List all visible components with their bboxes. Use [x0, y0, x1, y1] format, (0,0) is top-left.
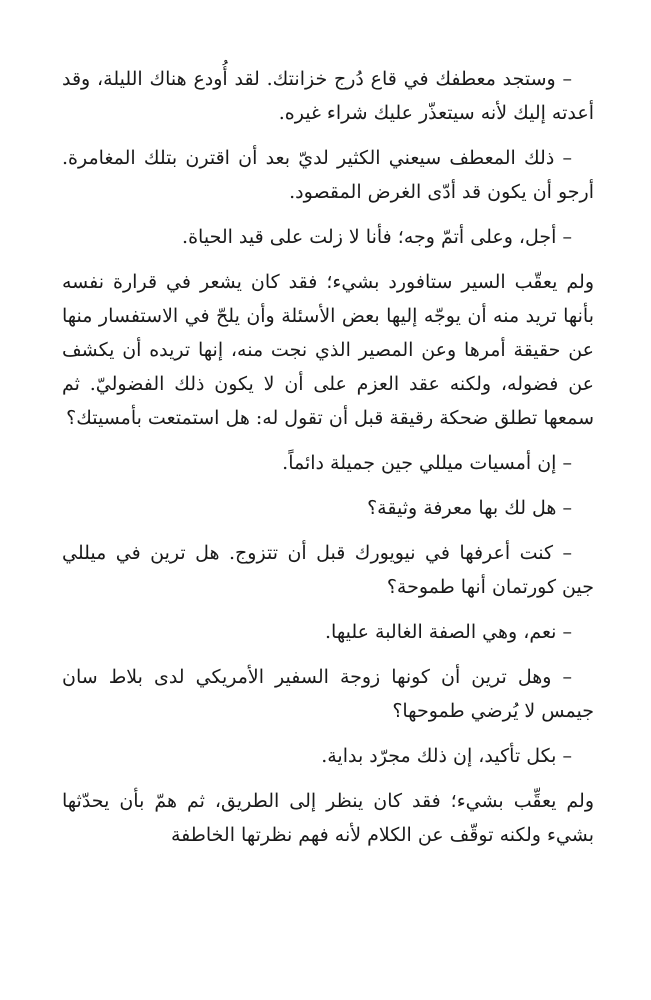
- book-page: [62, 62, 594, 863]
- dialogue-paragraph: – بكل تأكيد، إن ذلك مجرّد بداية.: [321, 745, 572, 767]
- dialogue-paragraph: – هل لك بها معرفة وثيقة؟: [367, 497, 572, 519]
- narrative-paragraph: ولم يعقّب السير ستافورد بشيء؛ فقد كان يشعر في قرارة نفسه بأنها تريد منه أن يوجّه إليها بعض الأسئلة وأن يلحّ في الاستفسار منها عن حقيقة أمرها وعن المصير الذي نجت منه، إنها تريده أن يكشف عن فضوله، ولكنه عقد العزم على أن لا يكون ذلك الفضوليّ. ثم سمعها تطلق ضحكة رقيقة قبل أن تقول له: هل استمتعت بأمسيتك؟: [62, 271, 594, 429]
- dialogue-paragraph: – ذلك المعطف سيعني الكثير لديّ بعد أن اقترن بتلك المغامرة. أرجو أن يكون قد أدّى الغرض المقصود.: [62, 147, 594, 203]
- dialogue-paragraph: – إن أمسيات ميللي جين جميلة دائماً.: [282, 452, 572, 474]
- dialogue-paragraph: – أجل، وعلى أتمّ وجه؛ فأنا لا زلت على قيد الحياة.: [182, 226, 572, 248]
- dialogue-paragraph: – كنت أعرفها في نيويورك قبل أن تتزوج. هل ترين في ميللي جين كورتمان أنها طموحة؟: [62, 542, 594, 598]
- dialogue-paragraph: – وستجد معطفك في قاع دُرج خزانتك. لقد أُودع هناك الليلة، وقد أعدته إليك لأنه سيتعذّر عليك شراء غيره.: [62, 68, 594, 124]
- dialogue-paragraph: – نعم، وهي الصفة الغالبة عليها.: [325, 621, 572, 643]
- narrative-paragraph: ولم يعقِّب بشيء؛ فقد كان ينظر إلى الطريق، ثم همّ بأن يحدّثها بشيء ولكنه توقّف عن الكلام لأنه فهم نظرتها الخاطفة: [62, 790, 594, 846]
- dialogue-paragraph: – وهل ترين أن كونها زوجة السفير الأمريكي لدى بلاط سان جيمس لا يُرضي طموحها؟: [62, 666, 594, 722]
